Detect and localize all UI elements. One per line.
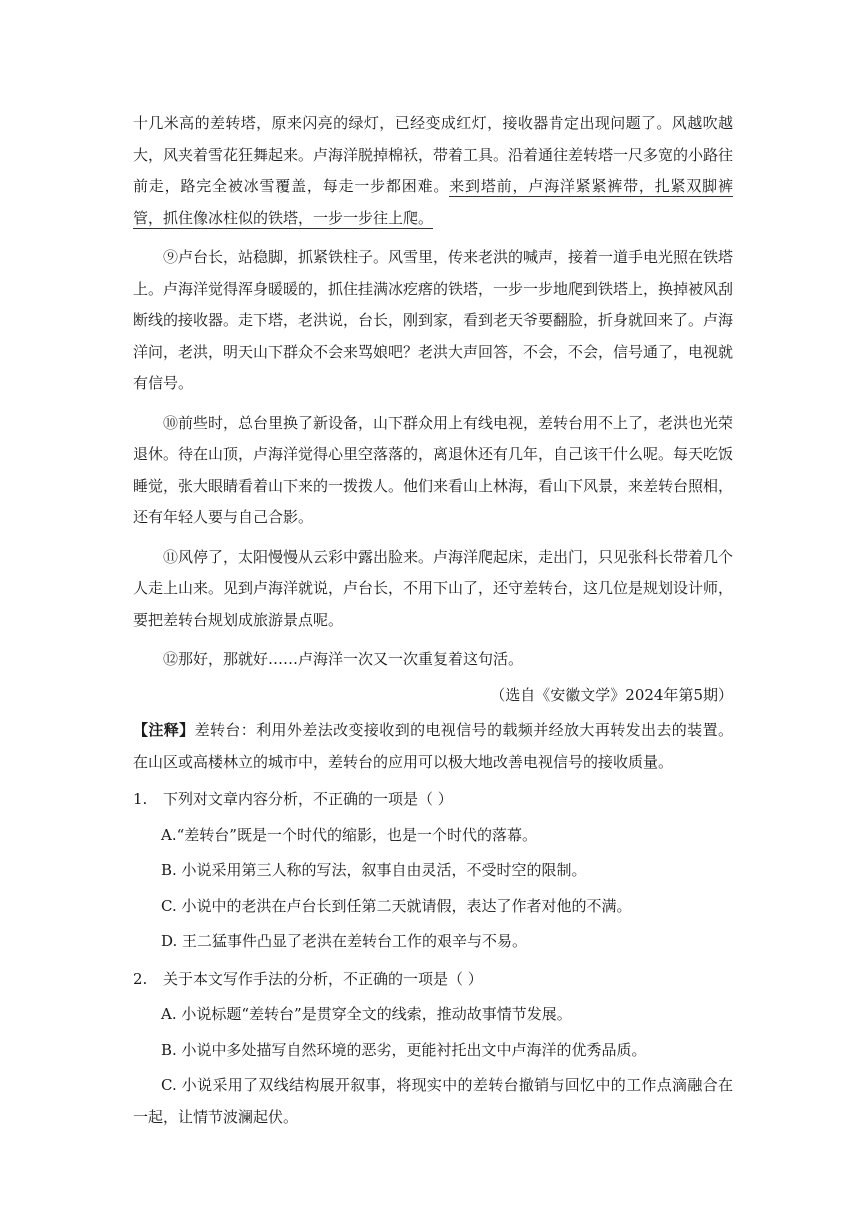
paragraph-continued <box>133 108 733 234</box>
question-2-stem: 关于本文写作手法的分析，不正确的一项是（ ） <box>163 969 483 988</box>
question-2 <box>133 964 733 996</box>
question-1-option-a: A.“差转台”既是一个时代的缩影，也是一个时代的落幕。 <box>161 825 537 844</box>
question-1-number: 1. <box>133 790 148 808</box>
question-2-option-a: A. 小说标题“差转台”是贯穿全文的线索，推动故事情节发展。 <box>161 1005 572 1023</box>
paragraph-11: ⑪风停了，太阳慢慢从云彩中露出脸来。卢海洋爬起床，走出门，只见张科长带着几个人走上山来。见到卢海洋就说，卢台长，不用下山了，还守差转台，这几位是规划设计师，要把差转台规划成旅游景点呢。 <box>133 547 734 629</box>
paragraph-12: ⑫那好，那就好……卢海洋一次又一次重复着这句活。 <box>163 650 524 668</box>
source-citation: （选自《安徽文学》2024年第5期） <box>490 685 733 704</box>
question-2-option-b: B. 小说中多处描写自然环境的恶劣，更能衬托出文中卢海洋的优秀品质。 <box>161 1040 647 1059</box>
paragraph-continued-text: 十几米高的差转塔，原来闪亮的绿灯，已经变成红灯，接收器肯定出现问题了。风越吹越大，风夹着雪花狂舞起来。卢海洋脱掉棉袄，带着工具。沿着通往差转塔一尺多宽的小路往前走，路完全被冰雪覆盖，每走一步都困难。 <box>133 114 734 195</box>
annotation-note <box>133 715 733 778</box>
question-1-stem: 下列对文章内容分析，不正确的一项是（ ） <box>163 790 453 808</box>
document-body <box>133 108 733 1133</box>
question-1-option-b: B. 小说采用第三人称的写法，叙事自由灵活，不受时空的限制。 <box>161 861 587 879</box>
annotation-label: 【注释】 <box>133 721 195 739</box>
question-2-option-c: C. 小说采用了双线结构展开叙事，将现实中的差转台撤销与回忆中的工作点滴融合在一起，让情节波澜起伏。 <box>133 1076 733 1126</box>
question-1-option-d: D. 王二猛事件凸显了老洪在差转台工作的艰辛与不易。 <box>161 932 528 950</box>
question-2-number: 2. <box>133 969 148 988</box>
paragraph-9: ⑨卢台长，站稳脚，抓紧铁柱子。风雪里，传来老洪的喊声，接着一道手电光照在铁塔上。卢海洋觉得浑身暖暖的，抓住挂满冰疙瘩的铁塔，一步一步地爬到铁塔上，换掉被风刮断线的接收器。走下塔，老洪说，台长，刚到家，看到老天爷要翻脸，折身就回来了。卢海洋问，老洪，明天山下群众不会来骂娘吧？老洪大声回答，不会，不会，信号通了，电视就有信号。 <box>133 248 734 392</box>
annotation-text: 差转台：利用外差法改变接收到的电视信号的载频并经放大再转发出去的装置。在山区或高楼林立的城市中，差转台的应用可以极大地改善电视信号的接收质量。 <box>133 721 733 771</box>
question-1-option-c: C. 小说中的老洪在卢台长到任第二天就请假，表达了作者对他的不满。 <box>161 896 632 915</box>
question-1 <box>133 784 733 816</box>
paragraph-10: ⑩前些时，总台里换了新设备，山下群众用上有线电视，差转台用不上了，老洪也光荣退休。待在山顶，卢海洋觉得心里空落落的，离退休还有几年，自己该干什么呢。每天吃饭睡觉，张大眼睛看着山下来的一拨拨人。他们来看山上林海，看山下风景，来差转台照相，还有年轻人要与自己合影。 <box>133 413 734 526</box>
underlined-sentence: 来到塔前，卢海洋紧紧裤带，扎紧双脚裤管，抓住像冰柱似的铁塔，一步一步往上爬。 <box>133 177 733 227</box>
